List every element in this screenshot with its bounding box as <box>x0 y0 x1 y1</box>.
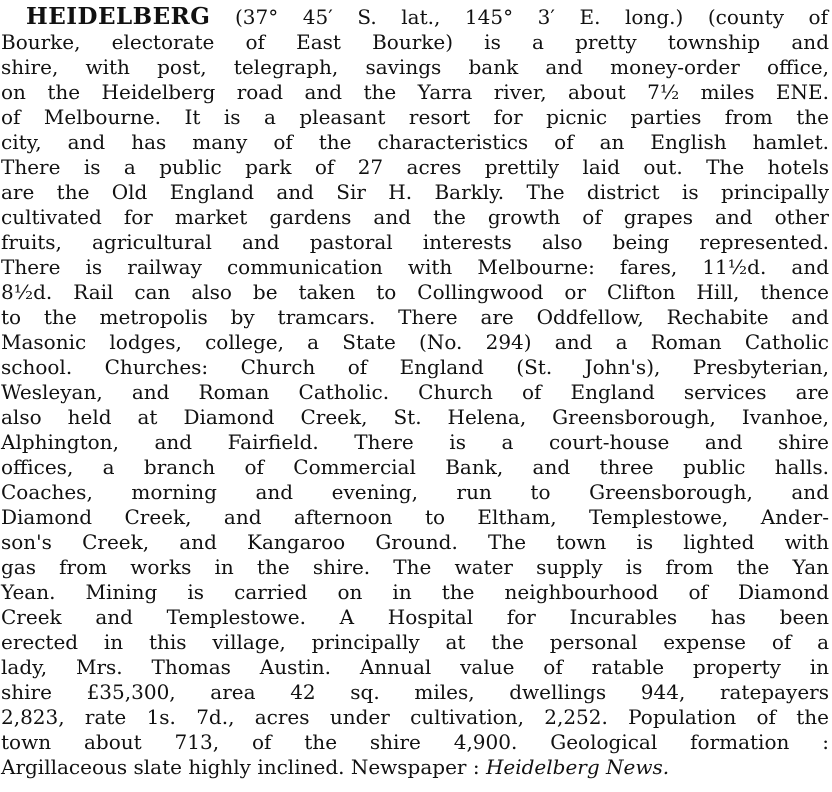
entry-line-21: Diamond Creek, and afternoon to Eltham, Templestowe, Ander- <box>1 505 829 529</box>
entry-line-8: are the Old England and Sir H. Barkly. The district is principally <box>1 180 829 204</box>
newspaper-name: Heidelberg News. <box>485 755 670 779</box>
entry-line-20: Coaches, morning and evening, run to Greensborough, and <box>1 480 829 504</box>
entry-line-1 <box>0 4 828 30</box>
entry-line-17: also held at Diamond Creek, St. Helena, Greensborough, Ivanhoe, <box>1 405 829 429</box>
entry-line-22: son's Creek, and Kangaroo Ground. The town is lighted with <box>1 530 829 554</box>
entry-line-14: Masonic lodges, college, a State (No. 294) and a Roman Catholic <box>1 330 829 354</box>
entry-headword: HEIDELBERG <box>26 3 211 30</box>
entry-line-11: There is railway communication with Melbourne: fares, 11½d. and <box>1 255 829 279</box>
entry-line-30: town about 713, of the shire 4,900. Geological formation : <box>1 730 829 754</box>
entry-line-19: offices, a branch of Commercial Bank, and three public halls. <box>1 455 829 479</box>
entry-line-9: cultivated for market gardens and the growth of grapes and other <box>1 205 829 229</box>
entry-line-5: of Melbourne. It is a pleasant resort for picnic parties from the <box>1 105 829 129</box>
entry-line-15: school. Churches: Church of England (St. John's), Presbyterian, <box>1 355 829 379</box>
entry-line-6: city, and has many of the characteristics of an English hamlet. <box>1 130 829 154</box>
entry-line-12: 8½d. Rail can also be taken to Collingwood or Clifton Hill, thence <box>1 280 829 304</box>
entry-line-16: Wesleyan, and Roman Catholic. Church of England services are <box>1 380 829 404</box>
entry-line-4: on the Heidelberg road and the Yarra river, about 7½ miles ENE. <box>1 80 829 104</box>
entry-line-26: erected in this village, principally at the personal expense of a <box>1 630 829 654</box>
entry-line-23: gas from works in the shire. The water supply is from the Yan <box>1 555 829 579</box>
entry-line-28: shire £35,300, area 42 sq. miles, dwellings 944, ratepayers <box>1 680 829 704</box>
entry-line-31 <box>1 754 829 780</box>
entry-line-3: shire, with post, telegraph, savings bank and money-order office, <box>1 55 829 79</box>
entry-line-31-text: Argillaceous slate highly inclined. Newspaper : <box>1 755 486 779</box>
entry-line-18: Alphington, and Fairfield. There is a court-house and shire <box>1 430 829 454</box>
entry-line-1-text: (37° 45′ S. lat., 145° 3′ E. long.) (county of <box>210 5 828 29</box>
entry-line-13: to the metropolis by tramcars. There are Oddfellow, Rechabite and <box>1 305 829 329</box>
entry-line-27: lady, Mrs. Thomas Austin. Annual value of ratable property in <box>1 655 829 679</box>
entry-line-2: Bourke, electorate of East Bourke) is a pretty township and <box>1 30 829 54</box>
entry-line-29: 2,823, rate 1s. 7d., acres under cultivation, 2,252. Population of the <box>1 705 829 729</box>
entry-line-25: Creek and Templestowe. A Hospital for Incurables has been <box>1 605 829 629</box>
entry-line-7: There is a public park of 27 acres prettily laid out. The hotels <box>1 155 829 179</box>
entry-line-10: fruits, agricultural and pastoral interests also being represented. <box>1 230 829 254</box>
entry-line-24: Yean. Mining is carried on in the neighbourhood of Diamond <box>1 580 829 604</box>
